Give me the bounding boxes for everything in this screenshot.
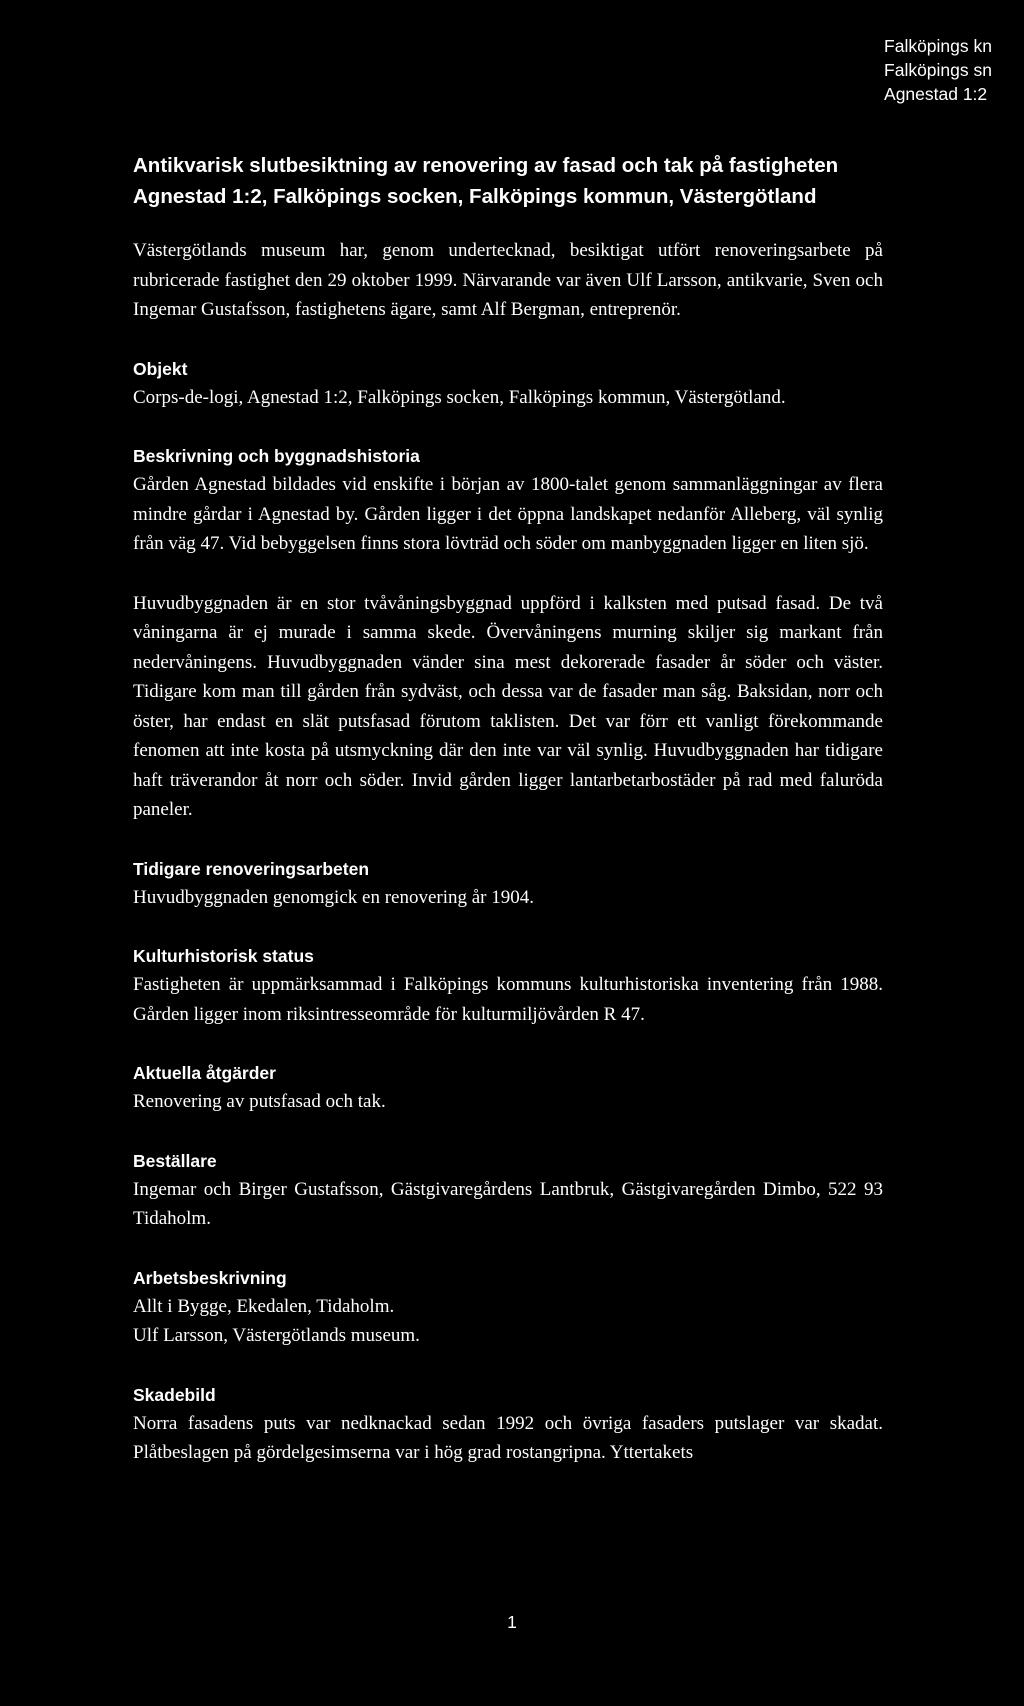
section-objekt <box>133 355 883 413</box>
section-text: Ingemar och Birger Gustafsson, Gästgivaregårdens Lantbruk, Gästgivaregården Dimbo, 522 93 Tidaholm. <box>133 1178 883 1229</box>
title-line-2: Agnestad 1:2, Falköpings socken, Falköpings kommun, Västergötland <box>133 185 817 208</box>
section-beskrivning <box>133 442 883 825</box>
intro-paragraph: Västergötlands museum har, genom undertecknad, besiktigat utfört renoveringsarbete på rubricerade fastighet den 29 oktober 1999. Närvarande var även Ulf Larsson, antikvarie, Sven och Ingemar Gustafsson, fastighetens ägare, samt Alf Bergman, entreprenör. <box>133 240 883 320</box>
section-tidigare <box>133 855 883 913</box>
section-text: Corps-de-logi, Agnestad 1:2, Falköpings socken, Falköpings kommun, Västergötland. <box>133 386 786 408</box>
section-text: Huvudbyggnaden är en stor tvåvåningsbyggnad uppförd i kalksten med putsad fasad. De två våningarna är ej murade i samma skede. Övervåningens murning skiljer sig markant från nedervåningens. Huvudbyggnaden vänder sina mest dekorerade fasader år söder och väster. Tidigare kom man till gården från sydväst, och dessa var de fasader man såg. Baksidan, norr och öster, har endast en slät putsfasad förutom taklisten. Det var förr ett vanligt förekommande fenomen att inte kosta på utsmyckning där den inte var väl synlig. Huvudbyggnaden har tidigare haft träverandor åt norr och söder. Invid gården ligger lantarbetarbostäder på rad med faluröda paneler. <box>133 592 883 820</box>
section-heading: Beskrivning och byggnadshistoria <box>133 446 420 466</box>
section-text: Renovering av putsfasad och tak. <box>133 1091 386 1112</box>
section-heading: Skadebild <box>133 1384 216 1405</box>
title-line-1: Antikvarisk slutbesiktning av renovering av fasad och tak på fastigheten <box>133 154 839 177</box>
document-title <box>133 150 883 212</box>
contractor-line: Allt i Bygge, Ekedalen, Tidaholm. <box>133 1295 395 1317</box>
section-text: Fastigheten är uppmärksammad i Falköpings kommuns kulturhistoriska inventering från 1988. Gården ligger inom riksintresseområde för kulturmiljövården R 47. <box>133 974 883 1025</box>
section-heading: Tidigare renoveringsarbeten <box>133 858 370 879</box>
locator-parish: Falköpings sn <box>884 60 992 80</box>
section-atgarder <box>133 1059 883 1117</box>
section-heading: Objekt <box>133 358 188 379</box>
supervisor-line: Ulf Larsson, Västergötlands museum. <box>133 1325 420 1346</box>
section-bestallare <box>133 1147 883 1234</box>
section-heading: Aktuella åtgärder <box>133 1063 276 1083</box>
document-body <box>133 150 883 1498</box>
section-heading: Beställare <box>133 1150 217 1171</box>
section-skadebild <box>133 1381 883 1468</box>
page-number: 1 <box>507 1612 517 1632</box>
locator-municipality: Falköpings kn <box>884 36 992 56</box>
section-text: Gården Agnestad bildades vid enskifte i början av 1800-talet genom sammanläggningar av flera mindre gårdar i Agnestad by. Gården ligger i det öppna landskapet nedanför Alleberg, väl synlig från väg 47. Vid bebyggelsen finns stora lövträd och söder om manbyggnaden ligger en liten sjö. <box>133 474 883 554</box>
locator-property: Agnestad 1:2 <box>884 84 988 104</box>
section-status <box>133 942 883 1029</box>
section-text: Huvudbyggnaden genomgick en renovering år 1904. <box>133 886 535 908</box>
section-text <box>133 1292 883 1351</box>
section-heading: Kulturhistorisk status <box>133 946 314 966</box>
section-text: Norra fasadens puts var nedknackad sedan 1992 och övriga fasaders putslager var skadat. Plåtbeslagen på gördelgesimserna var i hög grad rostangripna. Yttertakets <box>133 1412 883 1463</box>
section-heading: Arbetsbeskrivning <box>133 1267 287 1288</box>
section-arbetsbeskrivning <box>133 1264 883 1351</box>
property-locator <box>884 34 992 106</box>
